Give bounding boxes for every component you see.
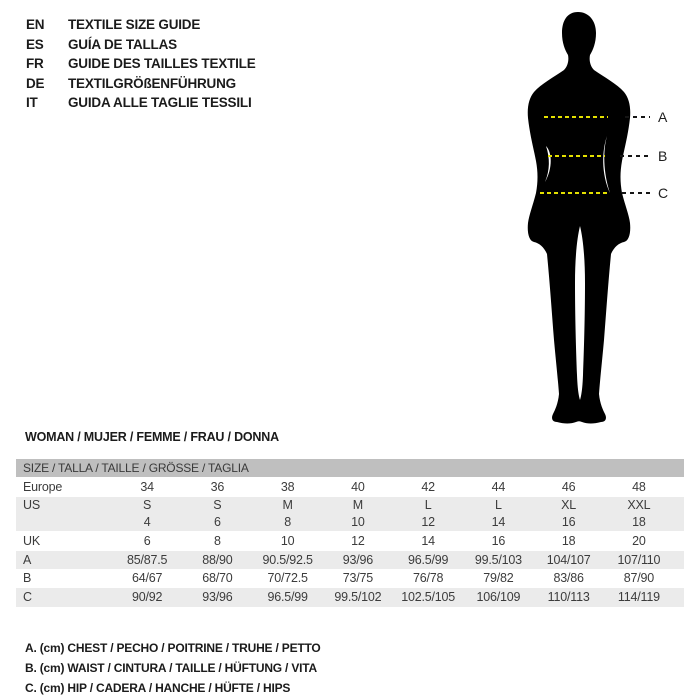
uk-size-cell: 10 <box>280 534 295 548</box>
lang-code-fr: FR <box>26 56 44 71</box>
table-row-waist <box>16 569 684 588</box>
hip-cm-cell: 114/119 <box>617 590 660 604</box>
hip-cm-cell: 106/109 <box>476 590 521 604</box>
europe-size-cell: 40 <box>351 480 365 494</box>
chest-cm-cell: 88/90 <box>202 553 233 567</box>
chest-cm-cell: 96.5/99 <box>407 553 449 567</box>
us-number-cell: 4 <box>143 515 151 529</box>
lang-row-de <box>26 74 256 94</box>
us-number-cell: 14 <box>491 515 506 529</box>
lang-row-it <box>26 93 256 113</box>
us-number-cell: 12 <box>421 515 435 529</box>
hip-cm-cell: 93/96 <box>202 590 233 604</box>
marker-label-b: B <box>658 148 668 164</box>
us-number-cell: 16 <box>561 515 576 529</box>
table-row-europe <box>16 477 684 497</box>
waist-cm-cell: 68/70 <box>202 571 233 585</box>
europe-size-cell: 36 <box>210 480 225 494</box>
europe-size-cell: 48 <box>632 480 646 494</box>
hip-cm-cell: 110/113 <box>547 590 590 604</box>
europe-size-cell: 44 <box>491 480 506 494</box>
chest-cm-cell: 104/107 <box>546 553 591 567</box>
hip-cm-cell: 102.5/105 <box>401 590 456 604</box>
lang-code-es: ES <box>26 36 44 52</box>
row-label-empty <box>16 514 112 531</box>
table-row-hip <box>16 588 684 607</box>
europe-size-cell: 42 <box>421 480 435 494</box>
size-table-header: SIZE / TALLA / TAILLE / GRÖSSE / TAGLIA <box>16 459 684 477</box>
row-label-us: US <box>23 498 40 512</box>
uk-size-cell: 6 <box>143 534 151 548</box>
us-number-cell: 8 <box>284 515 291 529</box>
size-table <box>16 459 684 607</box>
marker-label-a: A <box>658 109 668 125</box>
lang-code-it: IT <box>26 95 38 110</box>
uk-size-cell: 12 <box>351 534 365 548</box>
us-size-cell: M <box>282 498 293 512</box>
us-size-cell: S <box>143 498 152 512</box>
legend-hip: C. (cm) HIP / CADERA / HANCHE / HÜFTE / HIPS <box>25 681 291 695</box>
europe-size-cell: 38 <box>280 480 295 494</box>
row-label-uk: UK <box>23 534 40 548</box>
language-title-list <box>26 15 256 113</box>
table-row-uk <box>16 531 684 551</box>
chest-cm-cell: 85/87.5 <box>126 553 168 567</box>
uk-size-cell: 18 <box>561 534 576 548</box>
measurement-legend <box>25 638 321 698</box>
hip-cm-cell: 99.5/102 <box>334 590 382 604</box>
marker-label-c: C <box>658 185 669 201</box>
lang-row-en <box>26 15 256 35</box>
hip-cm-cell: 96.5/99 <box>267 590 308 604</box>
us-number-cell: 18 <box>632 515 646 529</box>
europe-size-cell: 34 <box>140 480 154 494</box>
us-size-cell: M <box>352 498 363 512</box>
hip-cm-cell: 90/92 <box>131 590 163 604</box>
europe-size-cell: 46 <box>561 480 576 494</box>
uk-size-cell: 16 <box>491 534 506 548</box>
table-row-chest <box>16 551 684 569</box>
waist-cm-cell: 76/78 <box>412 571 444 585</box>
row-label-b: B <box>23 571 32 585</box>
us-size-cell: XXL <box>627 498 651 512</box>
waist-cm-cell: 79/82 <box>483 571 514 585</box>
section-title-woman: WOMAN / MUJER / FEMME / FRAU / DONNA <box>25 430 279 444</box>
woman-silhouette-figure <box>500 0 700 430</box>
row-label-c: C <box>23 590 32 604</box>
lang-row-es <box>26 35 256 55</box>
table-row-us-letters <box>16 497 684 514</box>
lang-code-de: DE <box>26 75 45 91</box>
waist-cm-cell: 73/75 <box>342 571 374 585</box>
lang-label-es: GUÍA DE TALLAS <box>68 36 177 52</box>
uk-size-cell: 20 <box>632 534 646 548</box>
us-number-cell: 10 <box>351 515 365 529</box>
lang-label-en: TEXTILE SIZE GUIDE <box>68 17 201 32</box>
legend-waist: B. (cm) WAIST / CINTURA / TAILLE / HÜFTUNG / VITA <box>25 661 317 675</box>
us-size-cell: L <box>424 498 432 512</box>
lang-label-fr: GUIDE DES TAILLES TEXTILE <box>68 56 256 71</box>
waist-cm-cell: 64/67 <box>131 571 163 585</box>
table-row-us-numbers <box>16 514 684 531</box>
us-size-cell: S <box>213 498 222 512</box>
table-row-us <box>16 497 684 531</box>
chest-cm-cell: 93/96 <box>342 553 374 567</box>
chest-cm-cell: 99.5/103 <box>474 553 522 567</box>
lang-row-fr <box>26 54 256 74</box>
us-size-cell: L <box>494 498 502 512</box>
row-label-europe: Europe <box>23 480 63 494</box>
us-number-cell: 6 <box>213 515 221 529</box>
uk-size-cell: 8 <box>213 534 221 548</box>
us-size-cell: XL <box>561 498 577 512</box>
lang-code-en: EN <box>26 17 45 32</box>
chest-cm-cell: 107/110 <box>617 553 661 567</box>
waist-cm-cell: 70/72.5 <box>267 571 308 585</box>
legend-chest: A. (cm) CHEST / PECHO / POITRINE / TRUHE / PETTO <box>25 641 321 655</box>
lang-label-de: TEXTILGRÖßENFÜHRUNG <box>68 75 236 91</box>
row-label-a: A <box>23 553 32 567</box>
lang-label-it: GUIDA ALLE TAGLIE TESSILI <box>68 95 252 110</box>
chest-cm-cell: 90.5/92.5 <box>262 553 313 567</box>
waist-cm-cell: 83/86 <box>553 571 584 585</box>
waist-cm-cell: 87/90 <box>623 571 655 585</box>
uk-size-cell: 14 <box>421 534 435 548</box>
